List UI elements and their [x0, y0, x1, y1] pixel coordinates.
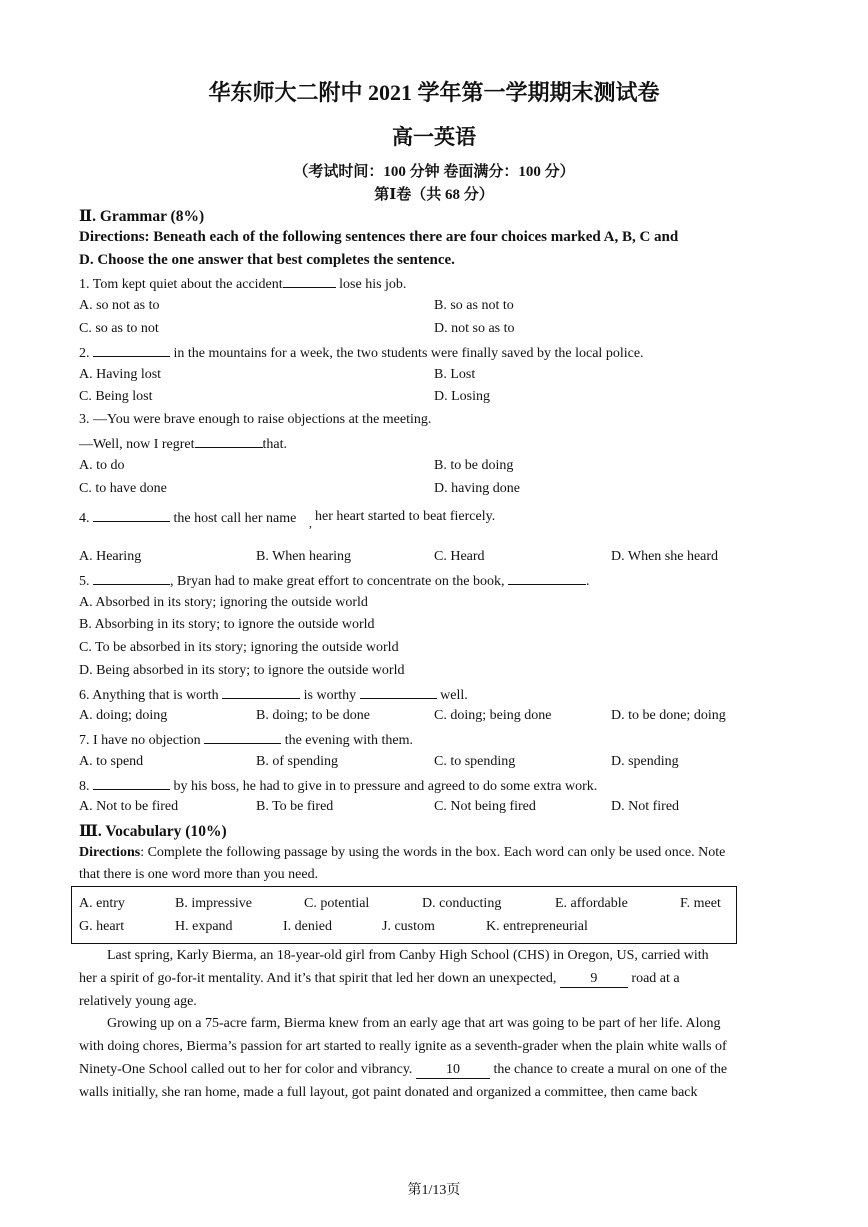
question-3-stem: —Well, now I regret that.: [79, 437, 287, 452]
question-4-option-c: C. Heard: [434, 549, 485, 564]
word-option: E. affordable: [555, 896, 628, 911]
page-number: 第1/13页: [407, 1183, 461, 1198]
question-1-option-b: B. so as not to: [434, 298, 514, 313]
vocabulary-heading: Ⅲ. Vocabulary (10%): [79, 823, 227, 840]
question-5-option-a: A. Absorbed in its story; ignoring the outside world: [79, 595, 368, 610]
question-4-comma: ,: [309, 516, 312, 530]
question-1-option-a: A. so not as to: [79, 298, 160, 313]
question-7-option-d: D. spending: [611, 754, 679, 769]
question-4-option-b: B. When hearing: [256, 549, 351, 564]
question-8-option-a: A. Not to be fired: [79, 799, 179, 814]
word-option: K. entrepreneurial: [486, 919, 588, 934]
vocabulary-directions-line2: that there is one word more than you need.: [79, 867, 319, 882]
passage-p2-line2: with doing chores, Bierma’s passion for art started to really ignite as a seventh-grader when the plain white walls of: [79, 1039, 727, 1054]
word-option: H. expand: [175, 919, 233, 934]
question-1-stem: 1. Tom kept quiet about the accident lose his job.: [79, 277, 407, 292]
question-4-option-a: A. Hearing: [79, 549, 142, 564]
question-5-option-c: C. To be absorbed in its story; ignoring the outside world: [79, 640, 399, 655]
question-8-option-b: B. To be fired: [256, 799, 334, 814]
blank-10[interactable]: 10: [416, 1062, 490, 1079]
word-option: I. denied: [283, 919, 332, 934]
exam-title: 华东师大二附中 2021 学年第一学期期末测试卷: [208, 80, 660, 105]
word-option: C. potential: [304, 896, 370, 911]
passage-p1-line1: Last spring, Karly Bierma, an 18-year-old girl from Canby High School (CHS) in Oregon, US, carried with: [107, 948, 709, 963]
question-4-option-d: D. When she heard: [611, 549, 719, 564]
subject-title: 高一英语: [392, 125, 476, 149]
question-7-option-b: B. of spending: [256, 754, 339, 769]
question-3-option-b: B. to be doing: [434, 458, 514, 473]
question-6-stem: 6. Anything that is worth is worthy well.: [79, 688, 468, 703]
word-option: J. custom: [382, 919, 435, 934]
passage-p2-line4: walls initially, she ran home, made a full layout, got paint donated and organized a committee, then came back: [79, 1085, 698, 1100]
question-5-stem: 5. , Bryan had to make great effort to concentrate on the book, .: [79, 574, 590, 589]
blank-9[interactable]: 9: [560, 971, 628, 988]
question-7-stem: 7. I have no objection the evening with them.: [79, 733, 413, 748]
question-4-stem-end: her heart started to beat fiercely.: [315, 509, 496, 524]
question-6-option-c: C. doing; being done: [434, 708, 552, 723]
grammar-directions-line2: D. Choose the one answer that best completes the sentence.: [79, 252, 455, 268]
question-4-stem: 4. the host call her name: [79, 511, 297, 526]
question-3-option-c: C. to have done: [79, 481, 167, 496]
question-3-option-a: A. to do: [79, 458, 125, 473]
question-2-option-a: A. Having lost: [79, 367, 162, 382]
question-8-option-d: D. Not fired: [611, 799, 680, 814]
question-3-line1: 3. —You were brave enough to raise objections at the meeting.: [79, 412, 432, 427]
question-5-option-d: D. Being absorbed in its story; to ignore the outside world: [79, 663, 405, 678]
question-2-stem: 2. in the mountains for a week, the two students were finally saved by the local police.: [79, 346, 644, 361]
exam-info: （考试时间：100 分钟 卷面满分：100 分）: [293, 164, 575, 180]
question-5-option-b: B. Absorbing in its story; to ignore the outside world: [79, 617, 375, 632]
passage-p1-line2: her a spirit of go-for-it mentality. And it’s that spirit that led her down an unexpected, 9 road at a: [79, 971, 680, 986]
question-3-option-d: D. having done: [434, 481, 520, 496]
volume-label: 第Ⅰ卷（共 68 分）: [374, 187, 494, 203]
word-box: [71, 886, 737, 944]
passage-p2-line3: Ninety-One School called out to her for color and vibrancy. 10 the chance to create a mural on one of the: [79, 1062, 728, 1077]
question-2-option-c: C. Being lost: [79, 389, 153, 404]
grammar-heading: Ⅱ. Grammar (8%): [79, 208, 205, 225]
word-option: D. conducting: [422, 896, 502, 911]
question-7-option-a: A. to spend: [79, 754, 144, 769]
word-option: B. impressive: [175, 896, 252, 911]
question-6-option-b: B. doing; to be done: [256, 708, 370, 723]
word-option: F. meet: [680, 896, 721, 911]
passage-p1-line3: relatively young age.: [79, 994, 197, 1009]
question-6-option-a: A. doing; doing: [79, 708, 168, 723]
question-2-option-b: B. Lost: [434, 367, 476, 382]
vocabulary-directions-line1: Directions: Complete the following passage by using the words in the box. Each word can only be used once. Note: [79, 845, 726, 860]
question-8-option-c: C. Not being fired: [434, 799, 536, 814]
word-option: G. heart: [79, 919, 125, 934]
question-1-option-d: D. not so as to: [434, 321, 515, 336]
question-7-option-c: C. to spending: [434, 754, 516, 769]
word-option: A. entry: [79, 896, 125, 911]
question-2-option-d: D. Losing: [434, 389, 490, 404]
passage-p2-line1: Growing up on a 75-acre farm, Bierma knew from an early age that art was going to be part of her life. Along: [107, 1016, 721, 1031]
question-6-option-d: D. to be done; doing: [611, 708, 726, 723]
question-8-stem: 8. by his boss, he had to give in to pressure and agreed to do some extra work.: [79, 779, 598, 794]
question-1-option-c: C. so as to not: [79, 321, 159, 336]
grammar-directions-line1: Directions: Beneath each of the following sentences there are four choices marked A, B, C and: [79, 229, 679, 245]
